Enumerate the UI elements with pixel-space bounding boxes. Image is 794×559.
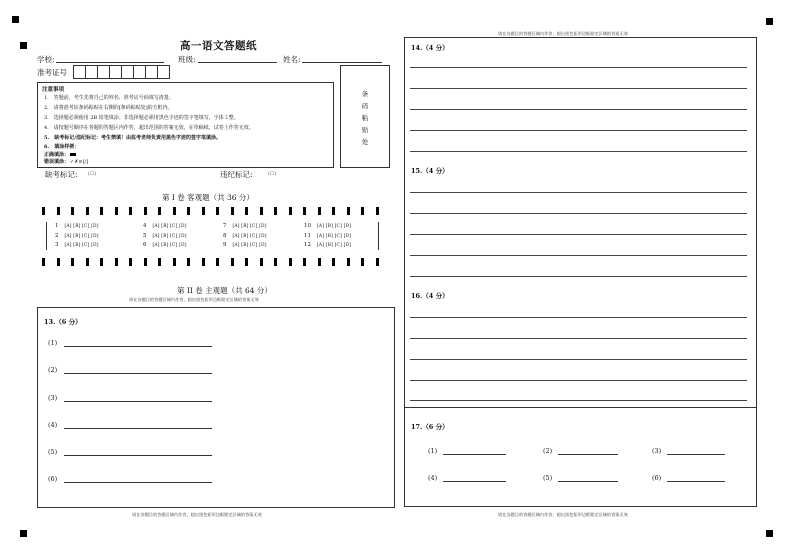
q16-answer-line[interactable] <box>410 400 747 401</box>
notes-item: 6. 填涂样例： <box>44 144 80 150</box>
name-field[interactable] <box>302 62 382 63</box>
q13-sub-label: (3) <box>48 394 58 402</box>
mc-question-number: 3 <box>55 242 59 248</box>
mc-question-number: 5 <box>143 233 147 239</box>
q13-answer-box <box>37 307 395 508</box>
mc-options[interactable]: [A] [B] [C] [D] <box>152 224 187 229</box>
absent-mark-label: 缺考标记: <box>45 170 78 179</box>
q17-answer-line[interactable] <box>667 481 725 482</box>
q13-sub-label: (4) <box>48 421 58 429</box>
q15-answer-line[interactable] <box>410 192 747 193</box>
timing-tick <box>260 258 263 266</box>
mc-options[interactable]: [A] [B] [C] [D] <box>152 234 187 239</box>
q13-answer-line[interactable] <box>64 428 212 429</box>
registration-mark <box>766 18 773 25</box>
notes-item: 3. 选择题必须使用 2B 铅笔填涂；非选择题必须用黑色字迹的签字笔填写，字体工整。 <box>44 115 239 121</box>
barcode-label: 条码粘贴处 <box>361 90 369 146</box>
timing-tick <box>216 258 219 266</box>
mc-question-row[interactable] <box>55 223 99 229</box>
timing-tick <box>289 207 292 215</box>
mc-question-number: 2 <box>55 233 59 239</box>
timing-tick <box>231 258 234 266</box>
q17-title: 17.（6 分） <box>411 423 449 431</box>
mc-question-row[interactable] <box>143 242 187 248</box>
mc-question-row[interactable] <box>304 223 351 229</box>
q15-title: 15.（4 分） <box>411 167 449 175</box>
right-answer-box <box>404 37 757 507</box>
timing-tick <box>303 207 306 215</box>
q13-answer-line[interactable] <box>64 346 212 347</box>
left-footer-note: 请在各题目的答题区域内作答，超出黑色矩形边框限定区域的答案无效 <box>132 512 262 517</box>
class-field[interactable] <box>198 62 277 63</box>
notes-item: 1. 答题前，考生先将自己的姓名、准考证号码填写清楚。 <box>44 95 174 101</box>
q16-answer-line[interactable] <box>410 317 747 318</box>
notes-item: 2. 请将准考证条码粘贴在右侧的[条码粘贴处]的方框内。 <box>44 105 173 111</box>
mc-question-row[interactable] <box>304 242 351 248</box>
mc-question-row[interactable] <box>143 233 187 239</box>
timing-tick <box>332 258 335 266</box>
mc-question-row[interactable] <box>143 223 187 229</box>
timing-tick <box>144 207 147 215</box>
q14-answer-line[interactable] <box>410 109 747 110</box>
timing-tick <box>173 258 176 266</box>
timing-tick <box>260 207 263 215</box>
q14-answer-line[interactable] <box>410 88 747 89</box>
mc-question-number: 12 <box>304 242 311 248</box>
timing-tick <box>42 207 45 215</box>
timing-tick <box>173 207 176 215</box>
timing-tick <box>289 258 292 266</box>
timing-tick <box>187 207 190 215</box>
q14-answer-line[interactable] <box>410 151 747 152</box>
q13-sub-label: (5) <box>48 448 58 456</box>
timing-tick <box>144 258 147 266</box>
timing-tick <box>129 207 132 215</box>
q13-answer-line[interactable] <box>64 401 212 402</box>
mc-question-number: 8 <box>223 233 227 239</box>
mc-question-number: 10 <box>304 223 311 229</box>
mc-question-number: 4 <box>143 223 147 229</box>
q16-title: 16.（4 分） <box>411 292 449 300</box>
q16-answer-line[interactable] <box>410 338 747 339</box>
mc-left-rule <box>46 222 47 250</box>
mc-question-row[interactable] <box>304 233 351 239</box>
school-field[interactable] <box>56 62 164 63</box>
school-label: 学校: <box>37 55 55 64</box>
mc-options[interactable]: [A] [B] [C] [D] <box>317 234 352 239</box>
q15-answer-line[interactable] <box>410 255 747 256</box>
section1-title: 第 I 卷 客观题（共 36 分） <box>162 193 254 202</box>
q17-sub-label: (3) <box>652 447 662 455</box>
q17-answer-line[interactable] <box>558 454 618 455</box>
timing-tick <box>245 207 248 215</box>
mc-options[interactable]: [A] [B] [C] [D] <box>152 243 187 248</box>
timing-tick <box>42 258 45 266</box>
exam-id-cell[interactable] <box>158 66 170 78</box>
q14-title: 14.（4 分） <box>411 44 449 52</box>
timing-tick <box>115 258 118 266</box>
q17-sub-label: (6) <box>652 474 662 482</box>
mc-question-row[interactable] <box>223 242 267 248</box>
timing-tick <box>86 207 89 215</box>
exam-id-cell[interactable] <box>86 66 98 78</box>
mc-right-rule <box>378 222 379 250</box>
section2-title: 第 II 卷 主观题（共 64 分） <box>177 286 272 295</box>
mc-question-number: 11 <box>304 233 311 239</box>
mc-question-number: 9 <box>223 242 227 248</box>
timing-tick <box>202 207 205 215</box>
mc-options[interactable]: [A] [B] [C] [D] <box>64 224 99 229</box>
mc-question-number: 1 <box>55 223 59 229</box>
violation-mark-label: 违纪标记: <box>220 170 253 179</box>
q13-answer-line[interactable] <box>64 455 212 456</box>
absent-mark-box[interactable]: (☐) <box>88 171 97 177</box>
timing-tick <box>187 258 190 266</box>
mc-options[interactable]: [A] [B] [C] [D] <box>64 243 99 248</box>
timing-tick <box>115 207 118 215</box>
notes-item: 5. 缺考标记/违纪标记：考生禁填！由监考老师负责用黑色字迹的签字笔填涂。 <box>44 135 222 141</box>
q16-answer-line[interactable] <box>410 380 747 381</box>
timing-tick <box>303 258 306 266</box>
name-label: 姓名: <box>283 55 301 64</box>
right-footer-note: 请在各题目的答题区域内作答，超出黑色矩形边框限定区域的答案无效 <box>498 512 628 517</box>
correct-sample-label: 正确填涂： <box>44 152 70 158</box>
q14-answer-line[interactable] <box>410 67 747 68</box>
exam-id-cell[interactable] <box>110 66 122 78</box>
notes-box <box>37 82 334 168</box>
exam-id-cell[interactable] <box>122 66 134 78</box>
mc-question-number: 7 <box>223 223 227 229</box>
q13-sub-label: (2) <box>48 366 58 374</box>
timing-tick <box>361 258 364 266</box>
q13-sub-label: (6) <box>48 475 58 483</box>
timing-tick <box>361 207 364 215</box>
page-title: 高一语文答题纸 <box>180 40 257 52</box>
wrong-sample-label: 错误填涂： <box>44 159 70 165</box>
timing-tick <box>158 258 161 266</box>
timing-tick <box>57 258 60 266</box>
q17-answer-line[interactable] <box>443 481 506 482</box>
right-header-note: 请在各题目的答题区域内作答，超出黑色矩形边框限定区域的答案无效 <box>498 31 628 36</box>
q17-sub-label: (1) <box>428 447 438 455</box>
timing-tick <box>347 207 350 215</box>
exam-id-label: 准考证号 <box>37 68 67 77</box>
timing-tick <box>158 207 161 215</box>
q15-answer-line[interactable] <box>410 234 747 235</box>
notes-title: 注意事项 <box>42 87 65 93</box>
q16-q17-divider <box>405 407 756 408</box>
registration-mark <box>12 16 19 23</box>
class-label: 班级: <box>178 55 196 64</box>
notes-item: 4. 请按题号顺序在各题的答题区内作答，超出范围的答案无效，在草稿纸、试卷上作答无效。 <box>44 125 254 131</box>
registration-mark <box>20 530 27 537</box>
timing-tick <box>71 207 74 215</box>
timing-tick <box>274 258 277 266</box>
barcode-box <box>340 65 390 168</box>
q15-answer-line[interactable] <box>410 276 747 277</box>
timing-tick <box>332 207 335 215</box>
timing-tick <box>202 258 205 266</box>
q13-sub-label: (1) <box>48 339 58 347</box>
q13-answer-line[interactable] <box>64 373 212 374</box>
exam-id-cell[interactable] <box>98 66 110 78</box>
q17-answer-line[interactable] <box>558 481 618 482</box>
timing-tick <box>57 207 60 215</box>
mc-question-row[interactable] <box>223 233 267 239</box>
timing-tick <box>100 207 103 215</box>
q17-answer-line[interactable] <box>667 454 725 455</box>
q17-sub-label: (5) <box>543 474 553 482</box>
timing-tick <box>245 258 248 266</box>
exam-id-grid[interactable] <box>73 65 170 79</box>
mc-options[interactable]: [A] [B] [C] [D] <box>232 243 267 248</box>
mc-options[interactable]: [A] [B] [C] [D] <box>64 234 99 239</box>
q14-answer-line[interactable] <box>410 130 747 131</box>
mc-question-number: 6 <box>143 242 147 248</box>
timing-tick <box>376 207 379 215</box>
timing-tick <box>71 258 74 266</box>
timing-tick <box>129 258 132 266</box>
timing-tick <box>376 258 379 266</box>
q17-sub-label: (4) <box>428 474 438 482</box>
q16-answer-line[interactable] <box>410 359 747 360</box>
q17-sub-label: (2) <box>543 447 553 455</box>
exam-id-cell[interactable] <box>74 66 86 78</box>
timing-tick <box>318 207 321 215</box>
registration-mark <box>20 42 27 49</box>
mc-question-row[interactable] <box>223 223 267 229</box>
timing-tick <box>100 258 103 266</box>
mc-question-row[interactable] <box>55 242 99 248</box>
timing-tick <box>318 258 321 266</box>
timing-tick <box>347 258 350 266</box>
q13-title: 13.（6 分） <box>44 318 82 326</box>
timing-tick <box>86 258 89 266</box>
mc-options[interactable]: [A] [B] [C] [D] <box>232 234 267 239</box>
wrong-fill-sample: ✓✗⊙[/] <box>70 159 89 165</box>
mc-options[interactable]: [A] [B] [C] [D] <box>232 224 267 229</box>
exam-id-cell[interactable] <box>134 66 146 78</box>
exam-id-cell[interactable] <box>146 66 158 78</box>
q17-answer-line[interactable] <box>443 454 506 455</box>
q15-answer-line[interactable] <box>410 213 747 214</box>
q13-answer-line[interactable] <box>64 482 212 483</box>
violation-mark-box[interactable]: (☐) <box>268 171 277 177</box>
mc-options[interactable]: [A] [B] [C] [D] <box>317 224 352 229</box>
timing-tick <box>231 207 234 215</box>
section2-note: 请在各题目的答题区域内作答，超出黑色矩形边框限定区域的答案无效 <box>129 297 259 302</box>
mc-options[interactable]: [A] [B] [C] [D] <box>317 243 352 248</box>
registration-mark <box>766 530 773 537</box>
correct-fill-sample <box>70 153 76 156</box>
timing-tick <box>216 207 219 215</box>
timing-tick <box>274 207 277 215</box>
mc-question-row[interactable] <box>55 233 99 239</box>
